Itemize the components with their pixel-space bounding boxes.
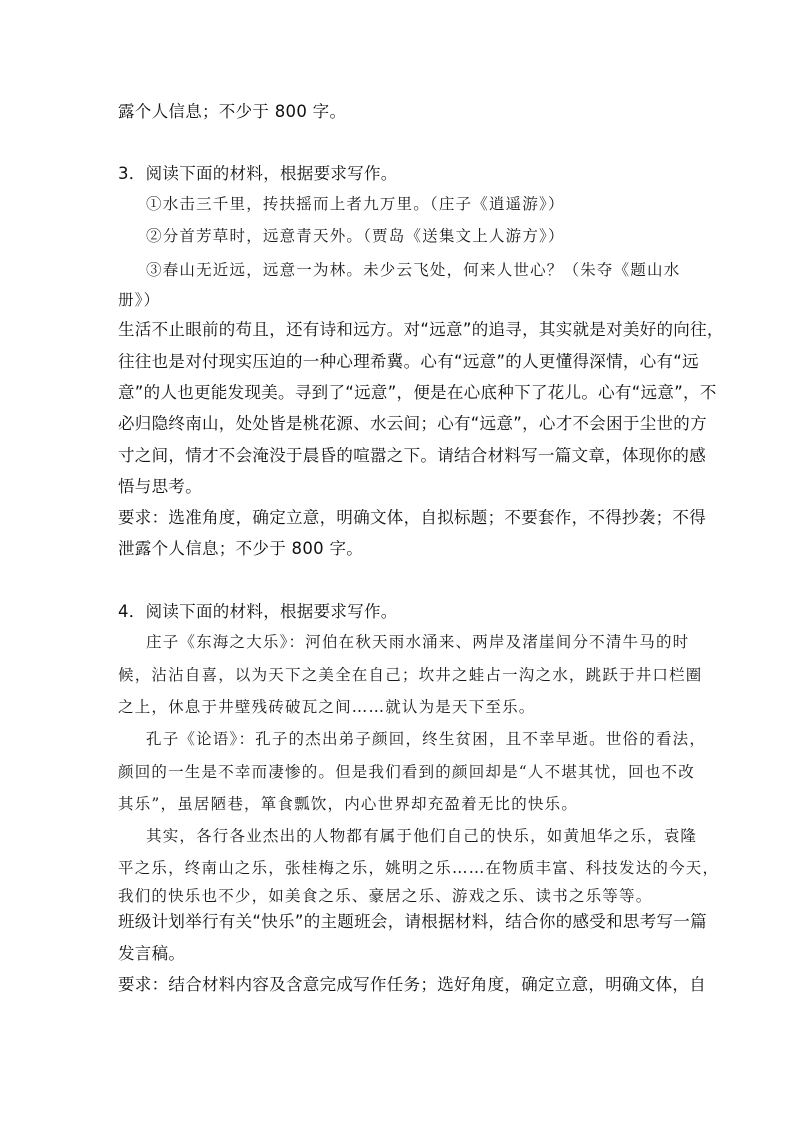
q4-para1-line: 之上，休息于井壁残砖破瓦之间……就认为是天下至乐。 xyxy=(118,698,536,716)
q4-requirement-line: 要求：结合材料内容及含意完成写作任务；选好角度，确定立意，明确文体，自 xyxy=(118,975,706,994)
q3-body-line: 必归隐终南山，处处皆是桃花源、水云间；心有“远意”，心才不会困于尘世的方 xyxy=(118,414,707,433)
q4-para3-line: 其实，各行各业杰出的人物都有属于他们自己的快乐，如黄旭华之乐，袁隆 xyxy=(146,827,698,845)
q3-quote-1: ①水击三千里，抟扶摇而上者九万里。（庄子《逍遥游》） xyxy=(146,195,565,213)
q4-para1-line: 候，沾沾自喜，以为天下之美全在自己；坎井之蛙占一沟之水，跳跃于井口栏圈 xyxy=(118,666,703,684)
q4-para2-line: 孔子《论语》：孔子的杰出弟子颜回，终生贫困，且不幸早逝。世俗的看法， xyxy=(146,730,707,748)
q4-para2-line: 其乐”，虽居陋巷，箪食瓢饮，内心世界却充盈着无比的快乐。 xyxy=(118,795,579,813)
q3-quote-2: ②分首芳草时，远意青天外。（贾岛《送集文上人游方》） xyxy=(146,227,565,245)
q3-body-line: 往往也是对付现实压迫的一种心理希冀。心有“远意”的人更懂得深情，心有“远 xyxy=(118,352,699,371)
q3-heading: 3．阅读下面的材料，根据要求写作。 xyxy=(118,164,398,183)
q3-requirement-line: 要求：选准角度，确定立意，明确文体，自拟标题；不要套作，不得抄袭；不得 xyxy=(118,508,706,527)
q4-para3-line: 平之乐，终南山之乐，张桂梅之乐，姚明之乐……在物质丰富、科技发达的今天， xyxy=(118,859,720,877)
q4-para1-line: 庄子《东海之大乐》：河伯在秋天雨水涌来、两岸及渚崖间分不清牛马的时 xyxy=(146,633,690,651)
q4-para2-line: 颜回的一生是不幸而凄惨的。但是我们看到的颜回却是“人不堪其忧，回也不改 xyxy=(118,763,695,781)
q3-quote-3: ③春山无近远，远意一为林。未少云飞处，何来人世心？（朱夺《题山水 xyxy=(146,261,681,279)
q3-body-line: 生活不止眼前的苟且，还有诗和远方。对“远意”的追寻，其实就是对美好的向往， xyxy=(118,320,724,339)
q3-quote-3-cont: 册》） xyxy=(118,291,161,309)
q4-task-line: 发言稿。 xyxy=(118,944,186,963)
q3-body-line: 意”的人也更能发现美。寻到了“远意”，便是在心底种下了花儿。心有“远意”，不 xyxy=(118,383,717,402)
q3-body-line: 悟与思考。 xyxy=(118,477,202,496)
continued-requirement-line: 露个人信息；不少于 800 字。 xyxy=(118,102,347,121)
q4-para3-line: 我们的快乐也不少，如美食之乐、豪居之乐、游戏之乐、读书之乐等等。 xyxy=(118,887,653,905)
q3-requirement-line: 泄露个人信息；不少于 800 字。 xyxy=(118,539,364,558)
q4-task-line: 班级计划举行有关“快乐”的主题班会，请根据材料，结合你的感受和思考写一篇 xyxy=(118,912,707,931)
q3-body-line: 寸之间，情才不会淹没于晨昏的喧嚣之下。请结合材料写一篇文章，体现你的感 xyxy=(118,446,706,465)
q4-heading: 4．阅读下面的材料，根据要求写作。 xyxy=(118,602,398,621)
